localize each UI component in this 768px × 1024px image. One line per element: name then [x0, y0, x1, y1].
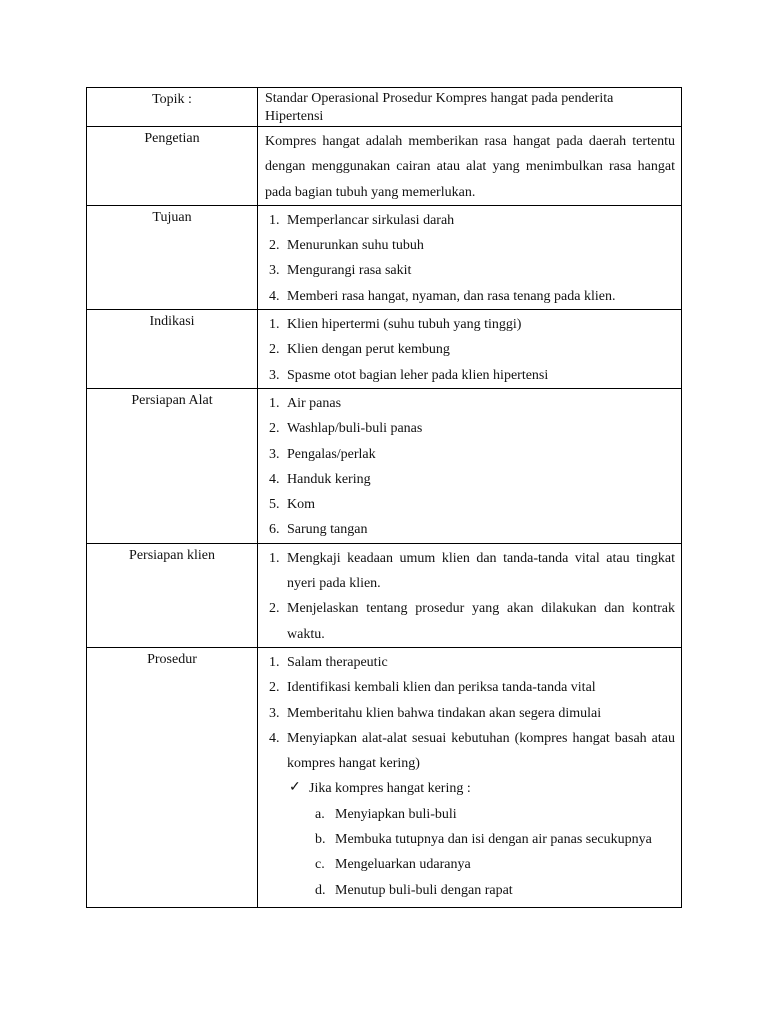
- row-persiapan-klien: [87, 543, 682, 647]
- sub-heading: Jika kompres hangat kering :: [309, 781, 471, 797]
- list-item: c. Mengeluarkan udaranya: [315, 857, 471, 873]
- content-indikasi: [258, 310, 682, 389]
- list-item: 3. Mengurangi rasa sakit: [269, 263, 412, 279]
- label-topik: Topik :: [87, 88, 258, 127]
- tujuan-list: [265, 208, 675, 309]
- row-indikasi: [87, 310, 682, 389]
- list-item: 3. Memberitahu klien bahwa tindakan akan segera dimulai: [269, 705, 602, 721]
- list-item: 1. Air panas: [269, 395, 342, 411]
- list-item: 4. Memberi rasa hangat, nyaman, dan rasa tenang pada klien.: [269, 288, 616, 304]
- sop-table: [86, 87, 682, 908]
- check-mark-icon: ✓: [289, 780, 301, 796]
- content-tujuan: [258, 205, 682, 309]
- list-item: 3. Pengalas/perlak: [269, 446, 376, 462]
- list-item: 1. Memperlancar sirkulasi darah: [269, 212, 455, 228]
- content-topik: Standar Operasional Prosedur Kompres hangat pada penderita Hipertensi: [258, 88, 682, 127]
- list-item: 1. Salam therapeutic: [269, 654, 388, 670]
- prosedur-sub-list: [315, 802, 675, 903]
- persiapan-klien-list: [265, 546, 675, 647]
- content-persiapan-alat: [258, 388, 682, 543]
- list-item: 2. Identifikasi kembali klien dan periksa tanda-tanda vital: [269, 680, 596, 696]
- row-persiapan-alat: [87, 388, 682, 543]
- list-item: b. Membuka tutupnya dan isi dengan air panas secukupnya: [315, 832, 652, 848]
- list-item: a. Menyiapkan buli-buli: [315, 806, 457, 822]
- list-item: 6. Sarung tangan: [269, 522, 368, 538]
- list-item: 4. Menyiapkan alat-alat sesuai kebutuhan (kompres hangat basah atau kompres hangat kering): [269, 730, 675, 772]
- row-tujuan: [87, 205, 682, 309]
- list-item: 2. Menjelaskan tentang prosedur yang akan dilakukan dan kontrak waktu.: [269, 601, 675, 642]
- persiapan-alat-list: [265, 391, 675, 543]
- content-pengertian: Kompres hangat adalah memberikan rasa hangat pada daerah tertentu dengan menggunakan cairan atau alat yang menimbulkan rasa hangat pada bagian tubuh yang memerlukan.: [265, 134, 675, 200]
- label-tujuan: Tujuan: [87, 205, 258, 309]
- list-item: 3. Spasme otot bagian leher pada klien hipertensi: [269, 367, 549, 383]
- list-item: 5. Kom: [269, 497, 315, 513]
- content-pengertian-cell: [258, 127, 682, 206]
- label-pengertian: Pengetian: [87, 127, 258, 206]
- label-indikasi: Indikasi: [87, 310, 258, 389]
- label-prosedur: Prosedur: [87, 647, 258, 907]
- label-persiapan-alat: Persiapan Alat: [87, 388, 258, 543]
- list-item: d. Menutup buli-buli dengan rapat: [315, 882, 513, 898]
- content-persiapan-klien: [258, 543, 682, 647]
- prosedur-list: [265, 650, 675, 776]
- list-item: 2. Klien dengan perut kembung: [269, 342, 450, 358]
- list-item: 2. Menurunkan suhu tubuh: [269, 238, 424, 254]
- list-item: 4. Handuk kering: [269, 471, 371, 487]
- label-persiapan-klien: Persiapan klien: [87, 543, 258, 647]
- list-item: 2. Washlap/buli-buli panas: [269, 421, 423, 437]
- content-prosedur: [258, 647, 682, 907]
- row-topik: [87, 88, 682, 127]
- checklist-item: [265, 776, 675, 801]
- list-item: 1. Klien hipertermi (suhu tubuh yang tinggi): [269, 317, 522, 333]
- row-pengertian: [87, 127, 682, 206]
- indikasi-list: [265, 312, 675, 388]
- row-prosedur: [87, 647, 682, 907]
- list-item: 1. Mengkaji keadaan umum klien dan tanda-tanda vital atau tingkat nyeri pada klien.: [269, 550, 675, 592]
